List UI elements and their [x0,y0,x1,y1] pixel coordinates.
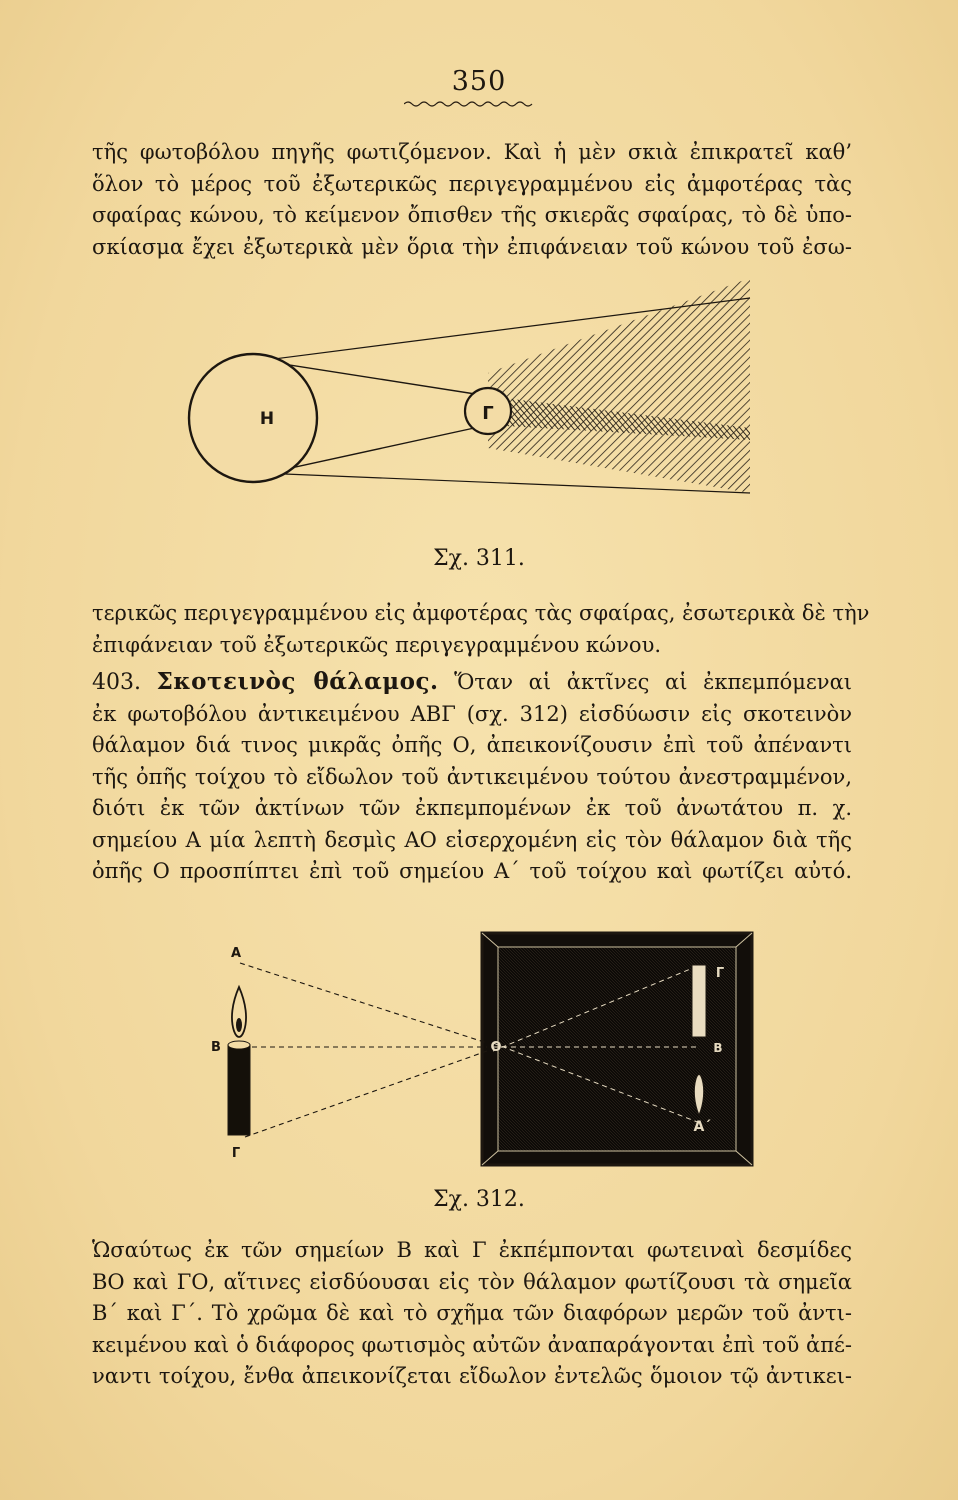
text-line: θάλαμον διά τινος μικρᾶς ὀπῆς Ο, ἀπεικονίζουσιν ἐπὶ τοῦ ἀπέναντι [92,733,852,757]
earth-label: Γ [482,403,494,424]
page-number-ornament [404,100,534,108]
text-line: Β΄ καὶ Γ΄. Τὸ χρῶμα δὲ καὶ τὸ σχῆμα τῶν διαφόρων μερῶν τοῦ ἀντι- [92,1301,852,1325]
section-number: 403. [92,670,141,695]
section-first-line-text: Ὅταν αἱ ἀκτῖνες αἱ ἐκπεμπόμεναι [454,670,852,694]
image-g-prime-label: Γ [715,966,725,981]
text-line: ὅλον τὸ μέρος τοῦ ἐξωτερικῶς περιγεγραμμένου εἰς ἀμφοτέρας τὰς [92,171,852,196]
image-b-prime-label: Β [713,1041,723,1055]
candle-body [228,1045,250,1135]
text-line: ἐκ φωτοβόλου ἀντικειμένου ΑΒΓ (σχ. 312) εἰσδύωσιν εἰς σκοτεινὸν [92,701,852,726]
figure-311-caption: Σχ. 311. [433,546,525,571]
text-line: ναντι τοίχου, ἔνθα ἀπεικονίζεται εἴδωλον ἐντελῶς ὅμοιον τῷ ἀντικει- [92,1364,852,1388]
section-title: Σκοτεινὸς θάλαμος. [156,668,439,695]
figure-312-caption: Σχ. 312. [433,1187,525,1212]
paragraph-4 [92,1235,852,1393]
sun-circle [189,354,317,482]
penumbra-region [488,278,750,493]
text-line: τῆς φωτοβόλου πηγῆς φωτιζόμενον. Καὶ ἡ μὲν σκιὰ ἐπικρατεῖ καθ’ [92,140,852,164]
point-b-label: Β [211,1040,221,1055]
text-line: διότι ἐκ τῶν ἀκτίνων τῶν ἐκπεμπομένων ἐκ τοῦ ἀνωτάτου π. χ. [92,796,852,820]
section-403 [92,666,852,888]
text-line: Ὡσαύτως ἐκ τῶν σημείων Β καὶ Γ ἐκπέμπονται φωτειναὶ δεσμίδες [92,1238,852,1262]
text-line: κειμένου καὶ ὁ διάφορος φωτισμὸς αὐτῶν ἀναπαράγονται ἐπὶ τοῦ ἀπέ- [92,1332,852,1357]
paragraph-1 [92,137,852,263]
text-line: τῆς ὀπῆς τοίχου τὸ εἴδωλον τοῦ ἀντικειμένου τούτου ἀνεστραμμένον, [92,764,852,789]
figure-311-shadow-cones [175,278,765,523]
text-line: σφαίρας κώνου, τὸ κείμενον ὄπισθεν τῆς σκιερᾶς σφαίρας, τὸ δὲ ὑπο- [92,203,852,227]
text-line: σημείου Α μία λεπτὴ δεσμὶς ΑΟ εἰσερχομένη εἰς τὸν θάλαμον διὰ τῆς [92,827,852,852]
image-a-prime-label: Α΄ [693,1119,711,1135]
point-g-label: Γ [231,1146,241,1161]
text-line: τερικῶς περιγεγραμμένου εἰς ἀμφοτέρας τὰς σφαίρας, ἐσωτερικὰ δὲ τὴν [92,601,870,625]
figure-312-camera-obscura [200,925,760,1170]
text-line: ΒΟ καὶ ΓΟ, αἵτινες εἰσδύουσαι εἰς τὸν θάλαμον φωτίζουσι τὰ σημεῖα [92,1269,852,1294]
text-line: σκίασμα ἔχει ἐξωτερικὰ μὲν ὅρια τὴν ἐπιφάνειαν τοῦ κώνου τοῦ ἐσω- [92,234,852,259]
sun-label: Η [259,409,275,429]
paragraph-2 [92,598,870,661]
text-line: ὀπῆς Ο προσπίπτει ἐπὶ τοῦ σημείου Α΄ τοῦ τοίχου καὶ φωτίζει αὐτό. [92,859,852,883]
section-heading-line [92,666,852,699]
page-number: 350 [451,66,507,97]
text-line: ἐπιφάνειαν τοῦ ἐξωτερικῶς περιγεγραμμένου κώνου. [92,632,662,657]
point-a-label: Α [230,946,242,961]
hole-o-label: Ο [490,1040,502,1055]
